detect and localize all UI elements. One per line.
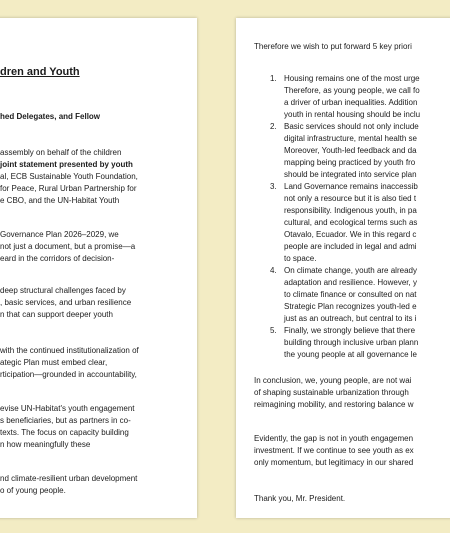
priority-line: should be integrated into service plan	[284, 170, 417, 179]
gap-line: only momentum, but legitimacy in our shared	[254, 458, 414, 467]
left-para5-line: n how meaningfully these	[0, 440, 91, 449]
priority-number: 3.	[270, 182, 277, 191]
priority-line: to climate finance or consulted on nat	[284, 290, 417, 299]
priority-line: Housing remains one of the most urge	[284, 74, 420, 83]
priority-line: Strategic Plan recognizes youth-led e	[284, 302, 417, 311]
left-para2-line: Governance Plan 2026–2029, we	[0, 230, 119, 239]
priority-line: not only a resource but it is also tied t	[284, 194, 417, 203]
left-para4-line: ategic Plan must embed clear,	[0, 358, 108, 367]
priority-line: Land Governance remains inaccessib	[284, 182, 418, 191]
priority-line: Otavalo, Ecuador. We in this regard c	[284, 230, 417, 239]
left-para1-line: assembly on behalf of the children	[0, 148, 122, 157]
left-para5-line: texts. The focus on capacity building	[0, 428, 129, 437]
conclusion-line: reimagining mobility, and restoring balance w	[254, 400, 414, 409]
gap-line: investment. If we continue to see youth as ex	[254, 446, 414, 455]
priority-line: to space.	[284, 254, 317, 263]
left-page	[0, 18, 197, 518]
left-para6-line: nd climate-resilient urban development	[0, 474, 138, 483]
conclusion-line: In conclusion, we, young people, are not wai	[254, 376, 412, 385]
left-para1-line: al, ECB Sustainable Youth Foundation,	[0, 172, 138, 181]
left-para2-line: eard in the corridors of decision-	[0, 254, 115, 263]
left-para4-line: rticipation—grounded in accountability,	[0, 370, 137, 379]
left-page-subtitle: hed Delegates, and Fellow	[0, 112, 101, 121]
priority-number: 4.	[270, 266, 277, 275]
priority-line: just as an outreach, but central to its i	[284, 314, 417, 323]
left-para1-line: joint statement presented by youth	[0, 160, 133, 169]
priority-line: the young people at all governance le	[284, 350, 417, 359]
left-para1-line: for Peace, Rural Urban Partnership for	[0, 184, 137, 193]
left-para4-line: with the continued institutionalization of	[0, 346, 139, 355]
priority-line: Therefore, as young people, we call fo	[284, 86, 420, 95]
left-para5-line: evise UN-Habitat's youth engagement	[0, 404, 135, 413]
left-para1-line: e CBO, and the UN-Habitat Youth	[0, 196, 120, 205]
left-para2-line: not just a document, but a promise—a	[0, 242, 136, 251]
right-page	[236, 18, 450, 518]
priority-line: Finally, we strongly believe that there	[284, 326, 416, 335]
priority-line: people are included in legal and admi	[284, 242, 417, 251]
priorities-intro: Therefore we wish to put forward 5 key priori	[254, 42, 412, 51]
conclusion-line: of shaping sustainable urbanization through	[254, 388, 409, 397]
priority-number: 5.	[270, 326, 277, 335]
priority-line: youth in rental housing should be inclu	[284, 110, 421, 119]
right-page-content	[254, 18, 450, 518]
left-para3-line: deep structural challenges faced by	[0, 286, 126, 295]
priority-line: cultural, and ecological terms such as	[284, 218, 418, 227]
priority-line: building through inclusive urban plann	[284, 338, 419, 347]
left-para5-line: s beneficiaries, but as partners in co-	[0, 416, 131, 425]
priority-line: Moreover, Youth-led feedback and da	[284, 146, 417, 155]
closing-thanks: Thank you, Mr. President.	[254, 494, 346, 503]
priority-line: a driver of urban inequalities. Addition	[284, 98, 418, 107]
priority-line: Basic services should not only include	[284, 122, 419, 131]
gap-line: Evidently, the gap is not in youth engagemen	[254, 434, 414, 443]
priority-number: 1.	[270, 74, 277, 83]
left-para3-line: n that can support deeper youth	[0, 310, 113, 319]
priority-line: adaptation and resilience. However, y	[284, 278, 417, 287]
priority-line: digital infrastructure, mental health se	[284, 134, 417, 143]
priority-number: 2.	[270, 122, 277, 131]
left-para6-line: o of young people.	[0, 486, 66, 495]
left-page-content	[0, 18, 197, 518]
priority-line: On climate change, youth are already	[284, 266, 417, 275]
left-page-title: dren and Youth	[0, 66, 80, 78]
priority-line: responsibility. Indigenous youth, in pa	[284, 206, 417, 215]
left-para3-line: , basic services, and urban resilience	[0, 298, 132, 307]
priority-line: mapping being practiced by youth fro	[284, 158, 416, 167]
